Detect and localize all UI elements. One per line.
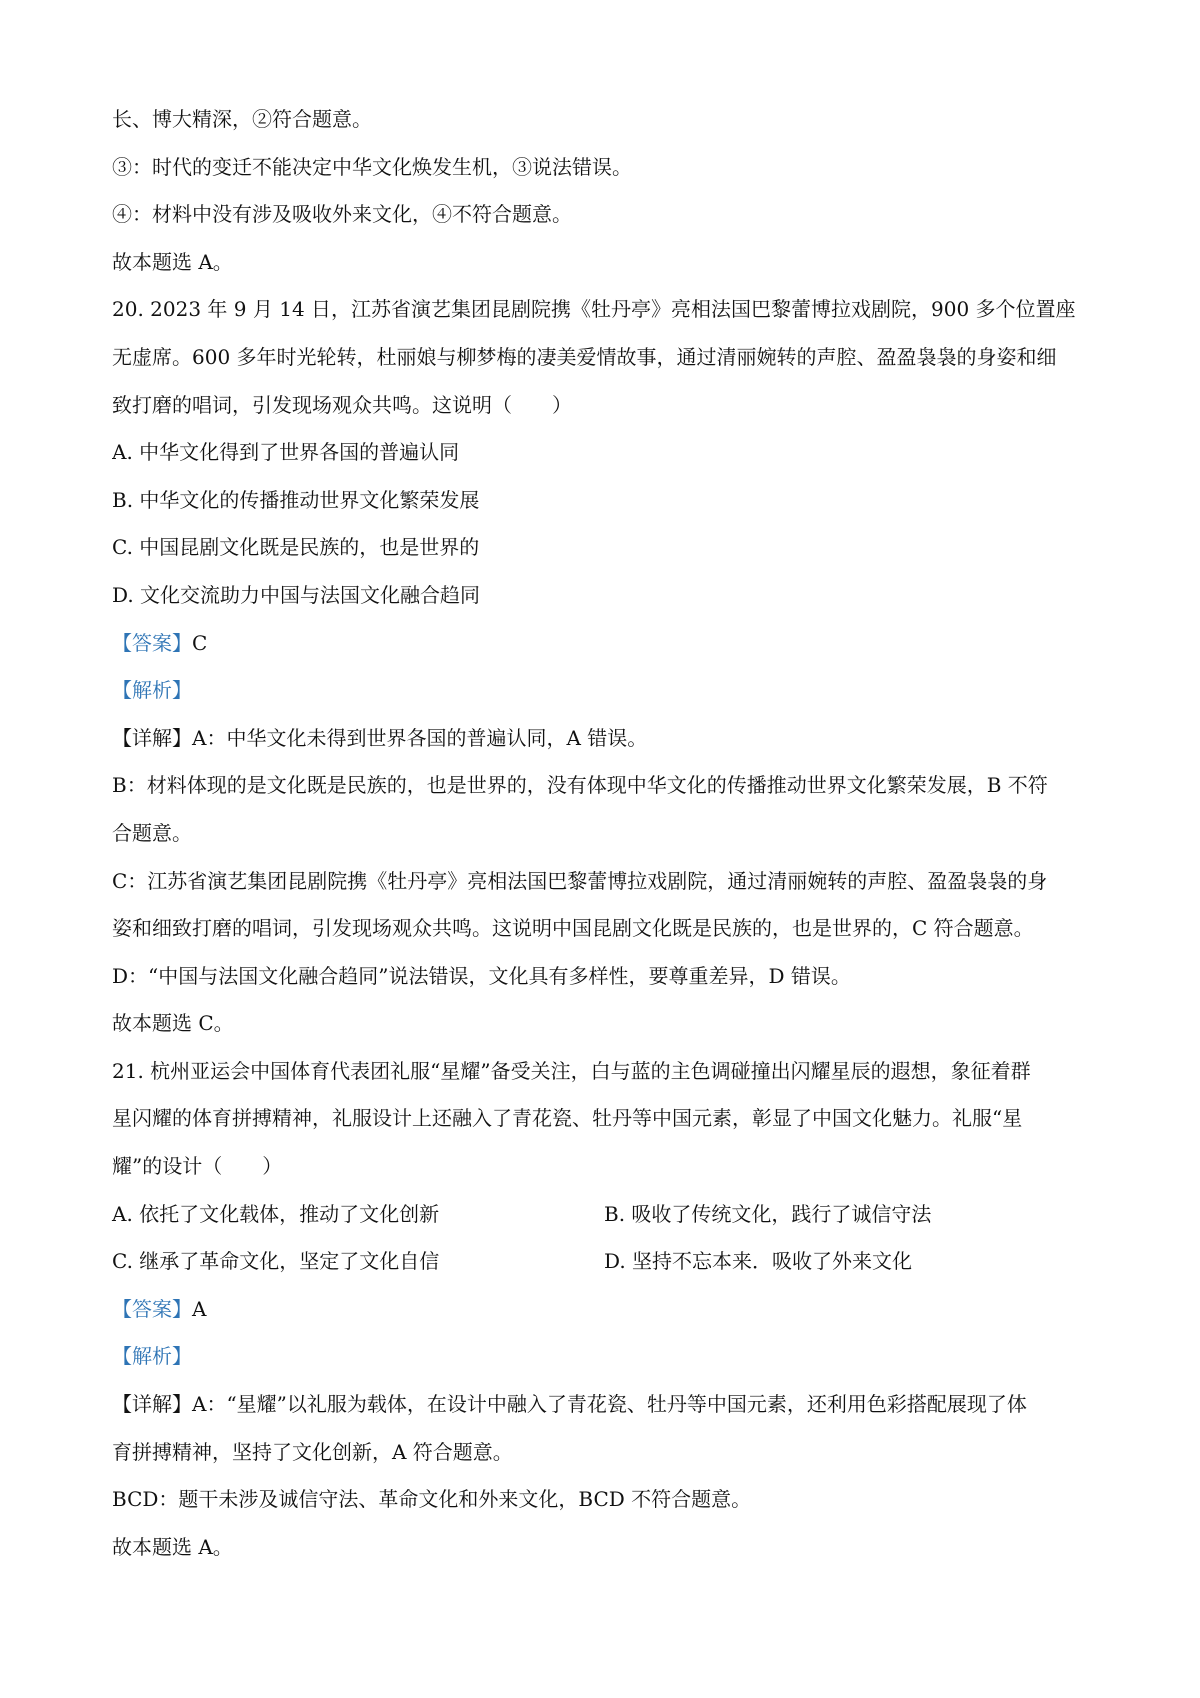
q20-detail-line: 姿和细致打磨的唱词，引发现场观众共鸣。这说明中国昆剧文化既是民族的，也是世界的，C 符合题意。 <box>112 916 1034 941</box>
q20-detail-line: C：江苏省演艺集团昆剧院携《牡丹亭》亮相法国巴黎蕾博拉戏剧院，通过清丽婉转的声腔、盈盈袅袅的身 <box>112 868 1048 893</box>
q21-options-row <box>112 1191 1100 1239</box>
detail-text: A：中华文化未得到世界各国的普遍认同，A 错误。 <box>192 725 648 750</box>
q21-options-row <box>112 1238 1100 1286</box>
q21-option-d: D. 坚持不忘本来．吸收了外来文化 <box>604 1249 913 1274</box>
q20-analysis-heading <box>112 667 1100 715</box>
q20-option-a: A. 中华文化得到了世界各国的普遍认同 <box>112 440 460 465</box>
q21-analysis-heading <box>112 1333 1100 1381</box>
analysis-tag: 【解析】 <box>112 678 192 703</box>
q20-answer <box>112 620 1100 668</box>
q20-option-b: B. 中华文化的传播推动世界文化繁荣发展 <box>112 487 480 512</box>
detail-tag: 【详解】 <box>112 725 192 750</box>
q21-detail-line: BCD：题干未涉及诚信守法、革命文化和外来文化，BCD 不符合题意。 <box>112 1487 752 1512</box>
answer-tag: 【答案】 <box>112 630 192 655</box>
q20-conclusion: 故本题选 C。 <box>112 1011 234 1036</box>
q21-detail-line: 育拼搏精神，坚持了文化创新，A 符合题意。 <box>112 1439 513 1464</box>
q20-option-c: C. 中国昆剧文化既是民族的，也是世界的 <box>112 535 480 560</box>
q21-stem-line: 耀”的设计（ ） <box>112 1154 283 1179</box>
detail-text: A：“星耀”以礼服为载体，在设计中融入了青花瓷、牡丹等中国元素，还利用色彩搭配展现了体 <box>192 1392 1027 1417</box>
q20-stem-line: 20. 2023 年 9 月 14 日，江苏省演艺集团昆剧院携《牡丹亭》亮相法国巴黎蕾博拉戏剧院，900 多个位置座 <box>112 297 1076 322</box>
analysis-tag: 【解析】 <box>112 1344 192 1369</box>
answer-tag: 【答案】 <box>112 1296 192 1321</box>
q21-option-a: A. 依托了文化载体，推动了文化创新 <box>112 1201 440 1226</box>
q19-analysis-line: 长、博大精深，②符合题意。 <box>112 107 372 131</box>
q20-detail-line: D：“中国与法国文化融合趋同”说法错误，文化具有多样性，要尊重差异，D 错误。 <box>112 963 851 988</box>
q20-detail-line <box>112 715 1100 763</box>
q21-answer <box>112 1286 1100 1334</box>
q21-stem-line: 星闪耀的体育拼搏精神，礼服设计上还融入了青花瓷、牡丹等中国元素，彰显了中国文化魅力。礼服“星 <box>112 1106 1023 1131</box>
q20-detail-line: 合题意。 <box>112 820 192 845</box>
q20-option-d: D. 文化交流助力中国与法国文化融合趋同 <box>112 582 481 607</box>
answer-value: C <box>192 630 208 655</box>
q19-analysis-line: ④：材料中没有涉及吸收外来文化，④不符合题意。 <box>112 202 572 227</box>
q21-option-b: B. 吸收了传统文化，践行了诚信守法 <box>604 1201 932 1226</box>
document-page <box>112 96 1100 1571</box>
q20-stem-line: 致打磨的唱词，引发现场观众共鸣。这说明（ ） <box>112 392 572 417</box>
q19-analysis-line: ③：时代的变迁不能决定中华文化焕发生机，③说法错误。 <box>112 154 632 179</box>
q21-conclusion: 故本题选 A。 <box>112 1534 233 1559</box>
q20-detail-line: B：材料体现的是文化既是民族的，也是世界的，没有体现中华文化的传播推动世界文化繁荣发展，B 不符 <box>112 773 1048 798</box>
q21-detail-line <box>112 1381 1100 1429</box>
q21-stem-line: 21. 杭州亚运会中国体育代表团礼服“星耀”备受关注，白与蓝的主色调碰撞出闪耀星辰的遐想，象征着群 <box>112 1058 1031 1083</box>
detail-tag: 【详解】 <box>112 1392 192 1417</box>
answer-value: A <box>192 1296 207 1321</box>
q20-stem-line: 无虚席。600 多年时光轮转，杜丽娘与柳梦梅的凄美爱情故事，通过清丽婉转的声腔、盈盈袅袅的身姿和细 <box>112 344 1057 369</box>
q19-conclusion: 故本题选 A。 <box>112 249 233 274</box>
q21-option-c: C. 继承了革命文化，坚定了文化自信 <box>112 1249 440 1274</box>
